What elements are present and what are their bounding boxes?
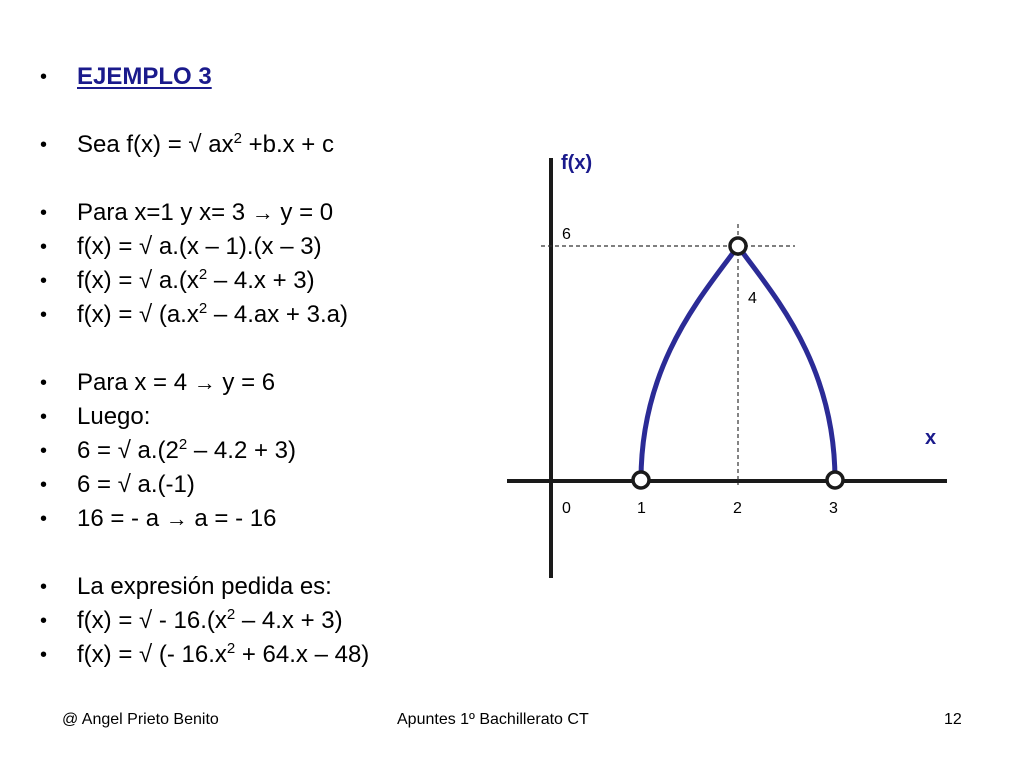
graph-svg	[495, 140, 955, 590]
bullet-marker: •	[40, 372, 48, 394]
point-vertex	[730, 238, 746, 254]
superscript: 2	[226, 640, 236, 657]
bullet-text	[77, 196, 333, 230]
bullet-marker: •	[40, 474, 48, 496]
superscript: 2	[198, 266, 208, 283]
bullet-marker: •	[40, 236, 48, 258]
bullet-text	[77, 230, 322, 264]
superscript: 2	[198, 300, 208, 317]
text-run: Para x=1 y x= 3	[77, 199, 252, 226]
bullet-line	[40, 366, 510, 400]
text-run: f(x) = √ - 16.(x	[77, 607, 227, 634]
y-tick-6: 6	[562, 226, 571, 243]
text-run: – 4.ax + 3.a)	[207, 301, 348, 328]
function-graph	[495, 140, 955, 590]
bullet-text	[77, 638, 369, 672]
page-number: 12	[944, 711, 962, 728]
bullet-line	[40, 604, 510, 638]
text-run: Luego:	[77, 403, 151, 430]
bullet-text	[77, 400, 150, 434]
bullet-line	[40, 264, 510, 298]
bullet-marker: •	[40, 202, 48, 224]
x-tick-2: 2	[733, 500, 742, 517]
bullet-line	[40, 230, 510, 264]
superscript: 2	[178, 436, 188, 453]
implies-arrow-icon: →	[165, 506, 188, 531]
text-run: La expresión pedida es:	[77, 573, 332, 600]
text-run: a = - 16	[187, 505, 277, 532]
bullet-text	[77, 502, 276, 536]
text-run: y = 6	[215, 369, 276, 396]
text-run: 16 = - a	[77, 505, 166, 532]
bullet-line	[40, 298, 510, 332]
bullet-marker: •	[40, 134, 48, 156]
y-axis-label: f(x)	[561, 152, 593, 174]
bullet-marker: •	[40, 610, 48, 632]
example-heading	[77, 60, 212, 94]
footer-course: Apuntes 1º Bachillerato CT	[397, 711, 589, 728]
text-run: f(x) = √ (- 16.x	[77, 641, 227, 668]
bullet-marker: •	[40, 66, 48, 88]
implies-arrow-icon: →	[251, 200, 274, 225]
bullet-text	[77, 604, 343, 638]
bullet-text	[77, 570, 332, 604]
superscript: 2	[233, 130, 242, 147]
bullet-line	[40, 196, 510, 230]
bullet-marker: •	[40, 304, 48, 326]
bullet-marker: •	[40, 576, 48, 598]
x-tick-0: 0	[562, 500, 571, 517]
text-run: – 4.2 + 3)	[187, 437, 296, 464]
heading-line	[40, 60, 510, 94]
text-run: y = 0	[273, 199, 334, 226]
bullet-text	[77, 264, 315, 298]
bullet-line	[40, 434, 510, 468]
label-4: 4	[748, 290, 757, 307]
bullet-text	[77, 298, 348, 332]
footer	[0, 700, 1024, 740]
bullet-marker: •	[40, 406, 48, 428]
text-run: + 64.x – 48)	[235, 641, 370, 668]
bullet-text	[77, 366, 275, 400]
bullet-text	[77, 468, 195, 502]
text-run: – 4.x + 3)	[207, 267, 315, 294]
bullet-marker: •	[40, 644, 48, 666]
bullet-marker: •	[40, 508, 48, 530]
bullet-line	[40, 502, 510, 536]
text-run: Sea f(x) = √ ax	[77, 131, 234, 158]
text-run: – 4.x + 3)	[235, 607, 343, 634]
text-run: 6 = √ a.(2	[77, 437, 179, 464]
bullet-text	[77, 128, 334, 162]
x-tick-1: 1	[637, 500, 646, 517]
text-run: f(x) = √ (a.x	[77, 301, 199, 328]
superscript: 2	[226, 606, 236, 623]
bullet-line	[40, 638, 510, 672]
text-run: f(x) = √ a.(x	[77, 267, 199, 294]
x-axis-label: x	[925, 427, 937, 449]
bullet-line	[40, 400, 510, 434]
text-run: Para x = 4	[77, 369, 194, 396]
implies-arrow-icon: →	[193, 370, 216, 395]
bullet-text	[77, 434, 296, 468]
bullet-line	[40, 468, 510, 502]
bullet-line	[40, 570, 510, 604]
text-run: +b.x + c	[241, 131, 334, 158]
footer-author: @ Angel Prieto Benito	[62, 711, 219, 728]
bullet-line	[40, 128, 510, 162]
text-run: 6 = √ a.(-1)	[77, 471, 195, 498]
point-x3	[827, 472, 843, 488]
x-tick-3: 3	[829, 500, 838, 517]
text-run: EJEMPLO 3	[77, 63, 212, 90]
text-run: f(x) = √ a.(x – 1).(x – 3)	[77, 233, 322, 260]
bullet-marker: •	[40, 440, 48, 462]
bullet-marker: •	[40, 270, 48, 292]
point-x1	[633, 472, 649, 488]
